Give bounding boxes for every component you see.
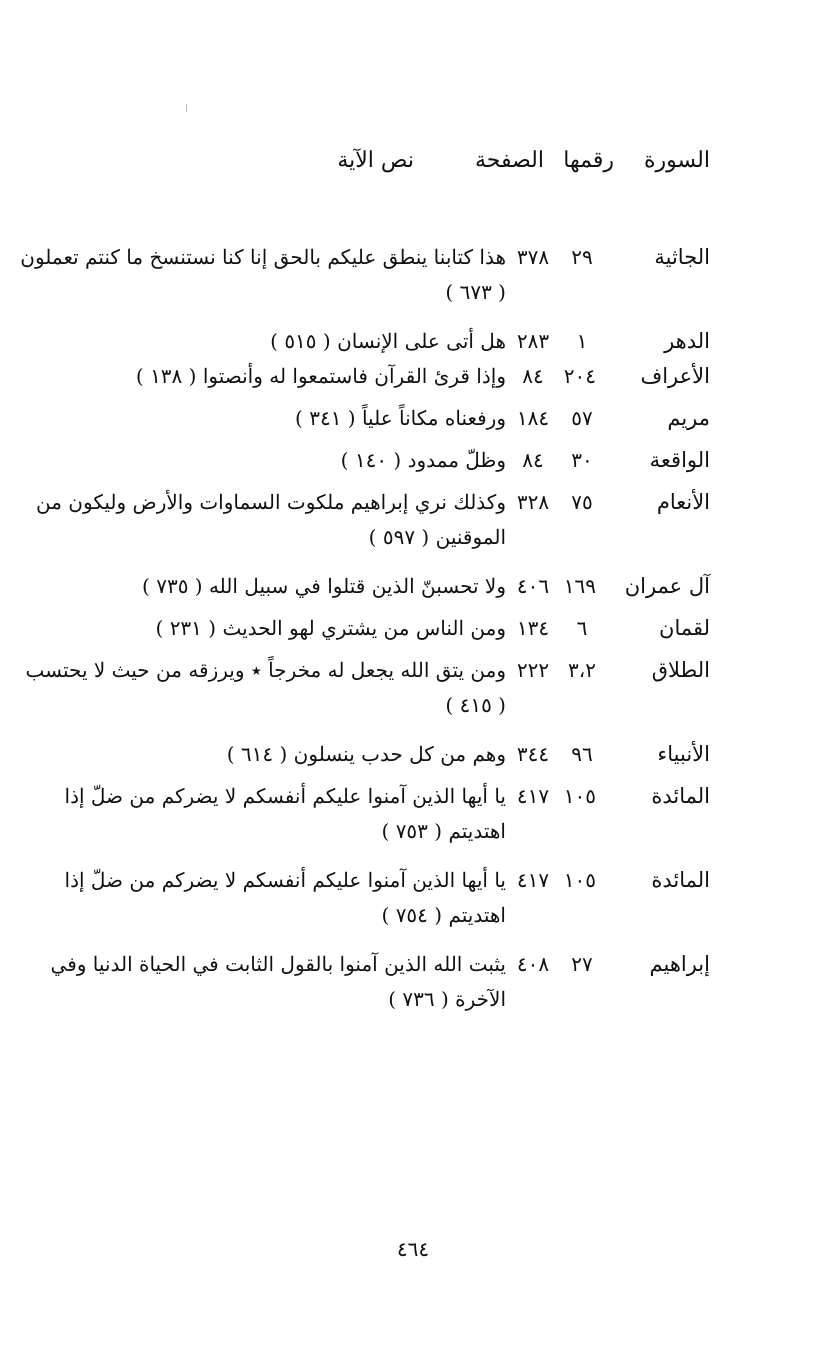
row-surah: آل عمران — [624, 574, 710, 598]
row-number: ٢٧ — [571, 952, 593, 976]
header-verse-text: نص الآية — [337, 148, 414, 173]
row-surah: المائدة — [651, 868, 710, 892]
row-page: ٤٠٨ — [516, 952, 550, 976]
row-verse-text: هذا كتابنا ينطق عليكم بالحق إنا كنا نستنسخ ما كنتم تعملون ( ٦٧٣ ) — [20, 245, 506, 304]
row-verse-text: يا أيها الذين آمنوا عليكم أنفسكم لا يضركم من ضلّ إذا اهتديتم ( ٧٥٣ ) — [64, 784, 506, 843]
table-row — [0, 737, 826, 772]
row-surah: المائدة — [651, 784, 710, 808]
row-verse-text: ورفعناه مكاناً علياً ( ٣٤١ ) — [295, 406, 506, 430]
row-page: ١٣٤ — [516, 616, 550, 640]
row-surah: الدهر — [664, 329, 710, 353]
row-number: ٦ — [576, 616, 588, 640]
row-number: ٣٠ — [571, 448, 593, 472]
row-surah: الأعراف — [640, 364, 710, 388]
row-verse-text: وكذلك نري إبراهيم ملكوت السماوات والأرض وليكون من الموقنين ( ٥٩٧ ) — [36, 490, 506, 549]
row-page: ٨٤ — [522, 448, 544, 472]
row-surah: لقمان — [659, 616, 710, 640]
header-number: رقمها — [563, 148, 614, 173]
table-row — [0, 779, 826, 849]
row-number: ١٠٥ — [563, 784, 596, 808]
verse-index-list — [0, 240, 826, 1017]
row-page: ٤١٧ — [516, 784, 550, 808]
page-number: ٤٦٤ — [396, 1237, 430, 1261]
table-row — [0, 359, 826, 394]
table-header — [0, 148, 826, 188]
table-row — [0, 947, 826, 1017]
row-verse-text: وظلّ ممدود ( ١٤٠ ) — [340, 448, 506, 472]
row-verse-text: يا أيها الذين آمنوا عليكم أنفسكم لا يضركم من ضلّ إذا اهتديتم ( ٧٥٤ ) — [64, 868, 506, 927]
row-page: ٣٧٨ — [516, 245, 550, 269]
table-row — [0, 240, 826, 310]
row-page: ٤٠٦ — [516, 574, 550, 598]
table-row — [0, 863, 826, 933]
row-page: ٤١٧ — [516, 868, 550, 892]
row-verse-text: وهم من كل حدب ينسلون ( ٦١٤ ) — [226, 742, 506, 766]
row-number: ٣،٢ — [568, 658, 596, 682]
row-page: ٣٢٨ — [516, 490, 550, 514]
row-verse-text: وإذا قرئ القرآن فاستمعوا له وأنصتوا ( ١٣٨ ) — [135, 364, 506, 388]
table-row — [0, 569, 826, 604]
row-number: ٩٦ — [571, 742, 593, 766]
row-surah: الطلاق — [651, 658, 710, 682]
table-row — [0, 401, 826, 436]
table-row — [0, 443, 826, 478]
row-number: ١٦٩ — [563, 574, 596, 598]
table-row — [0, 611, 826, 646]
header-surah: السورة — [644, 148, 710, 173]
row-verse-text: هل أتى على الإنسان ( ٥١٥ ) — [270, 329, 506, 353]
row-number: ٥٧ — [571, 406, 593, 430]
row-page: ١٨٤ — [516, 406, 550, 430]
row-surah: الواقعة — [649, 448, 710, 472]
row-number: ١ — [576, 329, 588, 353]
scan-mark — [186, 104, 187, 112]
row-number: ١٠٥ — [563, 868, 596, 892]
table-row — [0, 653, 826, 723]
row-surah: مريم — [667, 406, 710, 430]
row-surah: إبراهيم — [649, 952, 710, 976]
row-surah: الجاثية — [654, 245, 710, 269]
row-surah: الأنعام — [656, 490, 710, 514]
row-page: ٢٢٢ — [516, 658, 550, 682]
row-surah: الأنبياء — [657, 742, 710, 766]
row-verse-text: ومن الناس من يشتري لهو الحديث ( ٢٣١ ) — [155, 616, 506, 640]
header-page: الصفحة — [474, 148, 544, 173]
table-row — [0, 324, 826, 359]
row-page: ٨٤ — [522, 364, 544, 388]
table-row — [0, 485, 826, 555]
row-number: ٢٠٤ — [563, 364, 596, 388]
row-number: ٧٥ — [571, 490, 593, 514]
row-number: ٢٩ — [571, 245, 593, 269]
row-verse-text: يثبت الله الذين آمنوا بالقول الثابت في الحياة الدنيا وفي الآخرة ( ٧٣٦ ) — [50, 952, 506, 1011]
row-page: ٢٨٣ — [516, 329, 550, 353]
row-verse-text: ومن يتق الله يجعل له مخرجاً ٭ ويرزقه من حيث لا يحتسب ( ٤١٥ ) — [25, 658, 506, 717]
row-verse-text: ولا تحسبنّ الذين قتلوا في سبيل الله ( ٧٣٥ ) — [142, 574, 506, 598]
row-page: ٣٤٤ — [516, 742, 550, 766]
